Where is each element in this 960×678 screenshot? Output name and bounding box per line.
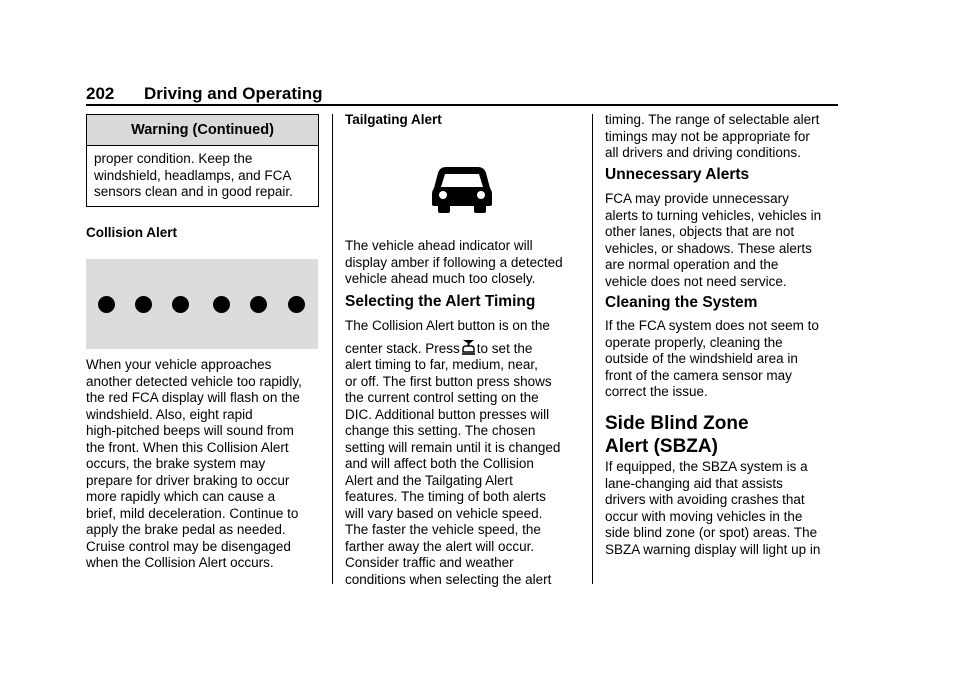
text-line: the current control setting on the [345,390,539,405]
text-line: will vary based on vehicle speed. [345,505,543,521]
vehicle-ahead-icon [431,164,493,214]
alert-dot-icon [135,296,152,313]
text-line: If the FCA system does not seem to [605,318,819,333]
text-line: timing. The range of selectable alert [605,112,820,127]
collision-alert-heading: Collision Alert [86,225,178,240]
text-line: SBZA warning display will light up in [605,541,821,557]
tailgating-alert-text [345,238,585,288]
timing-continued-text [605,112,845,162]
text-line: drivers with avoiding crashes that [605,492,805,507]
text-line: correct the issue. [605,384,708,399]
unnecessary-alerts-heading: Unnecessary Alerts [605,166,750,183]
text-line: The faster the vehicle speed, the [345,522,541,537]
column-divider [332,114,333,584]
unnecessary-alerts-text [605,191,845,290]
alert-dot-icon [213,296,230,313]
text-line: occurs, the brake system may [86,456,266,471]
page-number: 202 [86,84,115,103]
text-line: vehicle does not need service. [605,273,787,289]
page-header [86,84,323,104]
text-line: the front. When this Collision Alert [86,439,289,455]
heading-line: Side Blind Zone [605,413,749,434]
text-line: operate properly, cleaning the [605,334,783,350]
text-line: occur with moving vehicles in the [605,508,803,524]
collision-alert-graphic [86,259,318,349]
text-line: farther away the alert will occur. [345,538,535,554]
text-line: The Collision Alert button is on the [345,318,550,333]
text-line: the red FCA display will flash on the [86,390,300,405]
heading-line: Alert (SBZA) [605,436,718,457]
text-line: proper condition. Keep the [94,151,253,166]
text-line: lane-changing aid that assists [605,475,783,491]
text-line: windshield. Also, eight rapid [86,406,253,422]
warning-title: Warning (Continued) [87,115,318,146]
text-fragment: to set the [476,340,533,356]
text-line: change this setting. The chosen [345,423,536,438]
section-title: Driving and Operating [144,84,323,103]
text-line: and will affect both the Collision [345,456,534,471]
text-line: features. The timing of both alerts [345,489,546,504]
text-line: another detected vehicle too rapidly, [86,373,302,389]
collision-alert-text [86,357,326,572]
text-line: prepare for driver braking to occur [86,472,290,488]
text-line: are normal operation and the [605,257,779,272]
column-divider [592,114,593,584]
alert-dot-icon [172,296,189,313]
sbza-text [605,459,845,558]
alert-dot-icon [98,296,115,313]
alert-timing-text [345,318,585,588]
text-line: alert timing to far, medium, near, [345,357,538,372]
text-line: brief, mild deceleration. Continue to [86,505,299,521]
text-line: Consider traffic and weather [345,555,514,570]
text-line: all drivers and driving conditions. [605,145,801,160]
header-rule [86,104,838,106]
text-line: apply the brake pedal as needed. [86,522,286,537]
sbza-heading [605,412,749,458]
text-line: more rapidly which can cause a [86,489,276,504]
text-line: high-pitched beeps will sound from [86,423,294,438]
alert-dot-icon [288,296,305,313]
text-line: side blind zone (or spot) areas. The [605,525,818,540]
text-line: other lanes, objects that are not [605,224,795,239]
warning-box [86,114,319,207]
tailgating-alert-heading: Tailgating Alert [345,112,442,127]
text-line: conditions when selecting the alert [345,571,552,587]
text-line: timings may not be appropriate for [605,128,810,144]
cleaning-text [605,318,845,401]
text-fragment: center stack. Press [345,340,460,356]
warning-body [87,146,318,206]
text-line: alerts to turning vehicles, vehicles in [605,207,822,223]
text-line: or off. The first button press shows [345,373,552,389]
text-line: sensors clean and in good repair. [94,184,293,199]
text-line: vehicle ahead much too closely. [345,271,536,286]
text-line: FCA may provide unnecessary [605,191,789,206]
text-line: If equipped, the SBZA system is a [605,459,808,474]
text-line: display amber if following a detected [345,254,563,270]
cleaning-heading: Cleaning the System [605,294,758,311]
text-line: windshield, headlamps, and FCA [94,167,292,183]
collision-alert-button-icon [460,339,477,356]
text-line: when the Collision Alert occurs. [86,555,274,570]
text-line: When your vehicle approaches [86,357,272,372]
text-line: DIC. Additional button presses will [345,406,550,422]
text-line [345,339,585,358]
text-line: The vehicle ahead indicator will [345,238,533,253]
alert-timing-heading: Selecting the Alert Timing [345,293,536,310]
alert-dot-icon [250,296,267,313]
text-line: outside of the windshield area in [605,351,798,366]
text-line: Cruise control may be disengaged [86,538,291,554]
text-line: front of the camera sensor may [605,367,792,383]
text-line: vehicles, or shadows. These alerts [605,240,812,256]
text-line: setting will remain until it is changed [345,439,561,455]
text-line: Alert and the Tailgating Alert [345,472,513,488]
